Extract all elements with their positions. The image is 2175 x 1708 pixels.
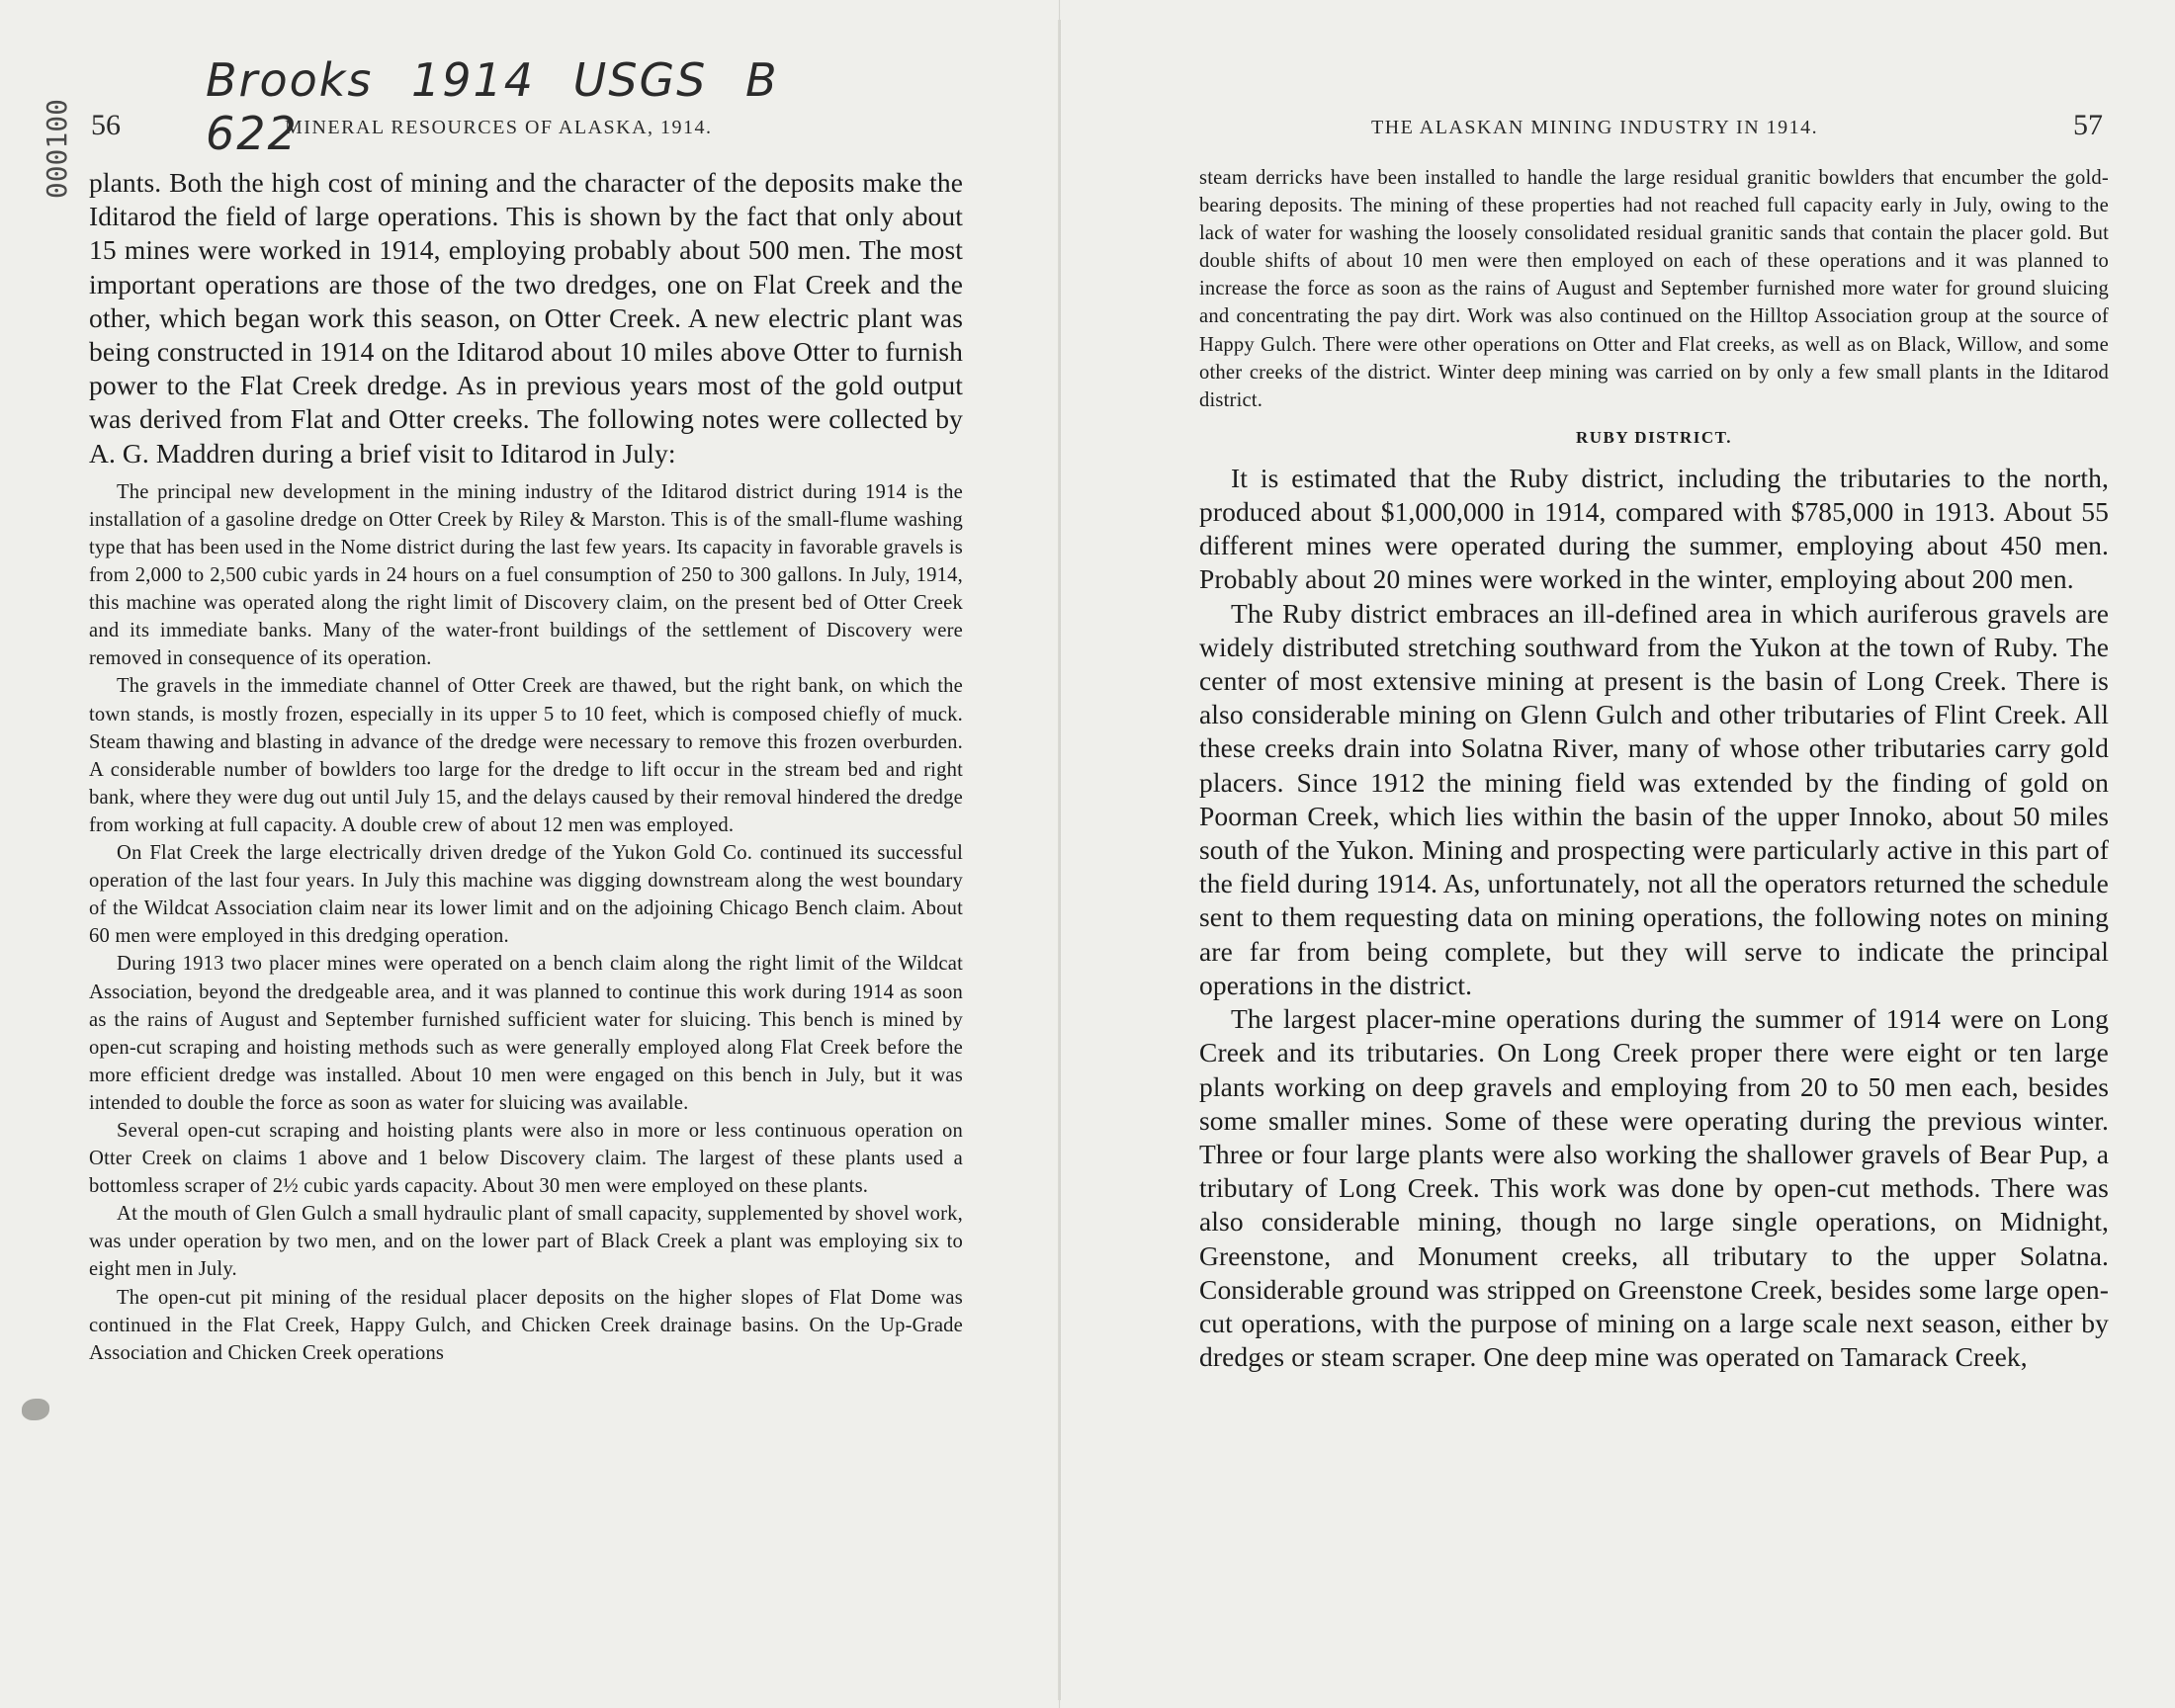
- intro-paragraph: plants. Both the high cost of mining and the character of the deposits make the Iditarod the field of large operations. This is shown by the fact that only about 15 mines were worked in 1914, employing probably about 500 men. The most important operations are those of the two dredges, one on Flat Creek and the other, which began work this season, on Otter Creek. A new electric plant was being constructed in 1914 on the Iditarod about 10 miles above Otter to furnish power to the Flat Creek dredge. As in previous years most of the gold output was derived from Flat and Otter creeks. The following notes were collected by A. G. Maddren during a brief visit to Iditarod in July:: [89, 167, 963, 469]
- left-page-number: 56: [91, 109, 121, 141]
- right-page-number: 57: [2073, 109, 2103, 141]
- handwritten-annotation: Brooks 1914 USGS B 622: [206, 53, 779, 160]
- margin-stamp-text: 000100: [41, 99, 73, 200]
- body-paragraph: The largest placer-mine operations during the summer of 1914 were on Long Creek and its tributaries. On Long Creek proper there were eight or ten large plants working on deep gravels and employing from 20 to 50 men each, besides some smaller mines. Some of these were operating during the previous winter. Three or four large plants were also working the shallower gravels of Bear Pup, a tributary of Long Creek. This work was done by open-cut methods. There was also considerable mining, though no large single operations, on Midnight, Greenstone, and Monument creeks, all tributary to the upper Solatna. Considerable ground was stripped on Greenstone Creek, besides some large open-cut operations, with the purpose of mining on a large scale next season, either by dredges or steam scraper. One deep mine was operated on Tamarack Creek,: [1199, 1003, 2109, 1373]
- quote-paragraph: The gravels in the immediate channel of Otter Creek are thawed, but the right bank, on which the town stands, is mostly frozen, especially in its upper 5 to 10 feet, which is composed chiefly of muck. Steam thawing and blasting in advance of the dredge were necessary to remove this frozen overburden. A considerable number of bowlders too large for the dredge to lift occur in the stream bed and right bank, where they were dug out until July 15, and the delays caused by their removal hindered the dredge from working at full capacity. A double crew of about 12 men was employed.: [89, 675, 963, 836]
- left-page-body: [89, 166, 963, 1367]
- right-page: [1061, 0, 2175, 1708]
- section-heading: RUBY DISTRICT.: [1576, 427, 1732, 447]
- quote-paragraph: At the mouth of Glen Gulch a small hydraulic plant of small capacity, supplemented by shovel work, was under operation by two men, and on the lower part of Black Creek a plant was employing six to eight men in July.: [89, 1203, 963, 1281]
- quote-paragraph: Several open-cut scraping and hoisting plants were also in more or less continuous operation on Otter Creek on claims 1 above and 1 below Discovery claim. The largest of these plants used a bottomless scraper of 2½ cubic yards capacity. About 30 men were employed on these plants.: [89, 1119, 963, 1198]
- quote-paragraph: During 1913 two placer mines were operated on a bench claim along the right limit of the Wildcat Association, beyond the dredgeable area, and it was planned to continue this work during 1914 as soon as the rains of August and September furnished sufficient water for sluicing. This bench is mined by open-cut scraping and hoisting methods such as were generally employed along Flat Creek before the more efficient dredge was installed. About 10 men were engaged on this bench in July, but it was intended to double the force as soon as water for sluicing was available.: [89, 953, 963, 1114]
- body-paragraph: The Ruby district embraces an ill-defined area in which auriferous gravels are widely distributed stretching southward from the Yukon at the town of Ruby. The center of most extensive mining at present is the basin of Long Creek. There is also considerable mining on Glenn Gulch and other tributaries of Flint Creek. All these creeks drain into Solatna River, many of whose other tributaries carry gold placers. Since 1912 the mining field was extended by the finding of gold on Poorman Creek, which lies within the basin of the upper Innoko, about 50 miles south of the Yukon. Mining and prospecting were particularly active in this part of the field during 1914. As, unfortunately, not all the operators returned the schedule sent to them requesting data on mining operations, the following notes on mining are far from being complete, but they will serve to indicate the principal operations in the district.: [1199, 597, 2109, 1000]
- left-page: [0, 0, 1060, 1708]
- quote-paragraph: On Flat Creek the large electrically driven dredge of the Yukon Gold Co. continued its successful operation of the last four years. In July this machine was digging downstream along the west boundary of the Wildcat Association claim near its lower limit and on the adjoining Chicago Bench claim. About 60 men were employed in this dredging operation.: [89, 842, 963, 948]
- left-running-head: MINERAL RESOURCES OF ALASKA, 1914.: [285, 117, 713, 138]
- quote-paragraph: The principal new development in the mining industry of the Iditarod district during 1914 is the installation of a gasoline dredge on Otter Creek by Riley & Marston. This is of the small-flume washing type that has been used in the Nome district during the last few years. Its capacity in favorable gravels is from 2,000 to 2,500 cubic yards in 24 hours on a fuel consumption of 250 to 300 gallons. In July, 1914, this machine was operated along the right limit of Discovery claim, on the present bed of Otter Creek and its immediate banks. Many of the water-front buildings of the settlement of Discovery were removed in consequence of its operation.: [89, 480, 963, 670]
- quote-continuation: steam derricks have been installed to handle the large residual granitic bowlders that encumber the gold-bearing deposits. The mining of these properties had not reached full capacity early in July, owing to the lack of water for washing the loosely consolidated residual granitic sands that contain the placer gold. But double shifts of about 10 men were then employed on each of these operations and it was planned to increase the force as soon as the rains of August and September furnished more water for ground sluicing and concentrating the pay dirt. Work was also continued on the Hilltop Association group at the source of Happy Gulch. There were other operations on Otter and Flat creeks, as well as on Black, Willow, and some other creeks of the district. Winter deep mining was carried on by only a few small plants in the Iditarod district.: [1199, 167, 2109, 411]
- margin-stamp-marks: [40, 99, 75, 267]
- quote-paragraph: The open-cut pit mining of the residual placer deposits on the higher slopes of Flat Dome was continued in the Flat Creek, Happy Gulch, and Chicken Creek drainage basins. On the Up-Grade Association and Chicken Creek operations: [89, 1286, 963, 1364]
- right-running-head: THE ALASKAN MINING INDUSTRY IN 1914.: [1371, 117, 1819, 138]
- body-paragraph: It is estimated that the Ruby district, including the tributaries to the north, produced about $1,000,000 in 1914, compared with $785,000 in 1913. About 55 different mines were operated during the summer, employing about 450 men. Probably about 20 mines were worked in the winter, employing about 200 men.: [1199, 462, 2109, 595]
- right-page-body: [1199, 164, 2109, 1374]
- page-blemish: [22, 1399, 49, 1420]
